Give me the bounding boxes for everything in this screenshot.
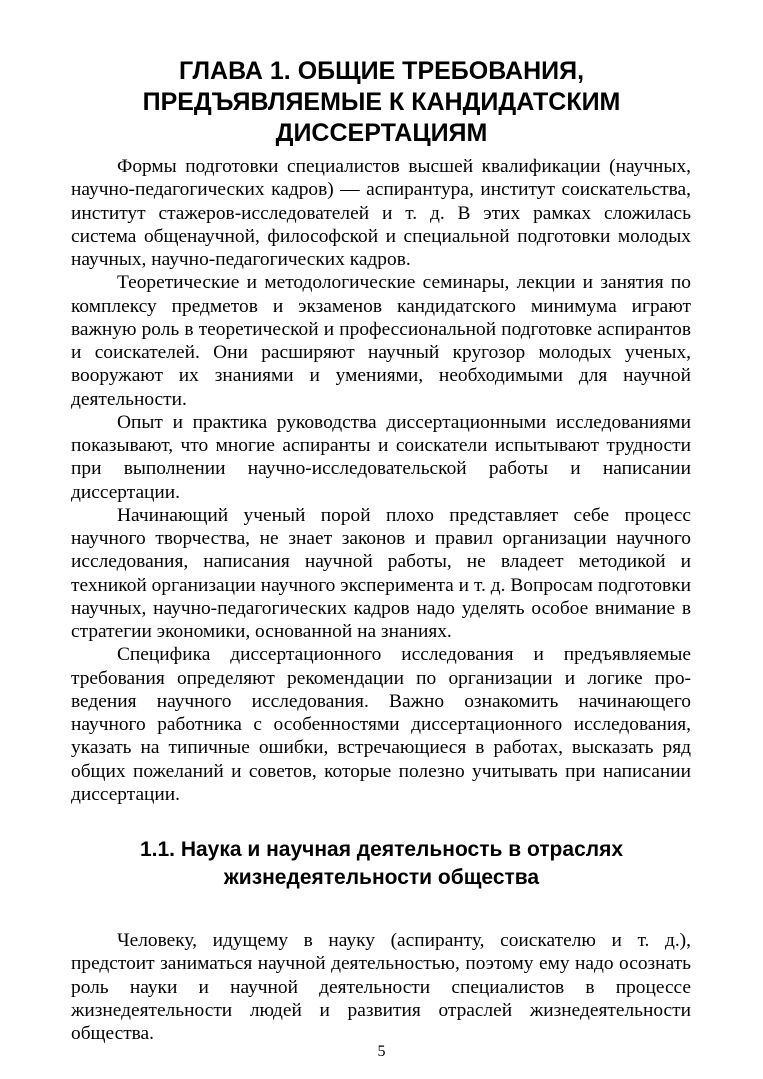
paragraph: Специфика диссертационного исследования и предъявляемые требования определяют рекомендации по организации и логике проведения научного исследования. Важно ознакомить начинающего научного работника с особенностями диссертационного исследования, указать на типичные ошибки, встречающиеся в работах, высказать ряд общих пожеланий и советов, которые полезно учитывать при написании диссертации. [71,644,691,805]
chapter-title [70,56,693,149]
chapter-body [71,155,691,806]
page-number: 5 [377,1043,386,1060]
section-title-line: жизнедеятельности общества [223,866,540,889]
paragraph: Формы подготовки специалистов высшей квалификации (научных, научно-педагогических кадров) — аспирантура, институт соискательства, институт стажеров-исследователей и т. д. В этих рамках сложилась система общенаучной, философской и специальной подготовки молодых научных, научно-педагогических кадров. [71,156,691,270]
chapter-title-line: ДИССЕРТАЦИЯМ [275,119,488,147]
section-body [71,929,691,1045]
paragraph: Опыт и практика руководства диссертационными исследованиями показывают, что многие аспиранты и соискатели испытывают трудности при выполнении научно-исследовательской работы и написании диссертации. [71,411,691,503]
paragraph: Теоретические и методологические семинары, лекции и занятия по комплексу предметов и экзаменов кандидатского минимума играют важную роль в теоретической и профессиональной подготовке аспирантов и соискателей. Они расширяют научный кругозор молодых ученых, вооружают их знаниями и умениями, необходимыми для научной деятельности. [71,272,691,410]
paragraph: Начинающий ученый порой плохо представляет себе процесс научного творчества, не знает законов и правил организации научного исследования, написания научной работы, не владеет методикой и техникой организации научного эксперимента и т. д. Вопросам подготовки научных, научно-педагогических кадров надо уделять особое внимание в стратегии экономики, основанной на знаниях. [71,504,691,642]
chapter-title-line: ГЛАВА 1. ОБЩИЕ ТРЕБОВАНИЯ, [178,57,585,85]
paragraph: Человеку, идущему в науку (аспиранту, соискателю и т. д.), предстоит заниматься научной деятельностью, поэтому ему надо осознать роль науки и научной деятельности специалистов в процессе жизнедеятельности людей и развития отраслей жизнедеятельности общества. [71,930,691,1044]
section-title-line: 1.1. Наука и научная деятельность в отраслях [139,838,624,861]
section-title [70,836,693,892]
chapter-title-line: ПРЕДЪЯВЛЯЕМЫЕ К КАНДИДАТСКИМ [142,88,621,116]
